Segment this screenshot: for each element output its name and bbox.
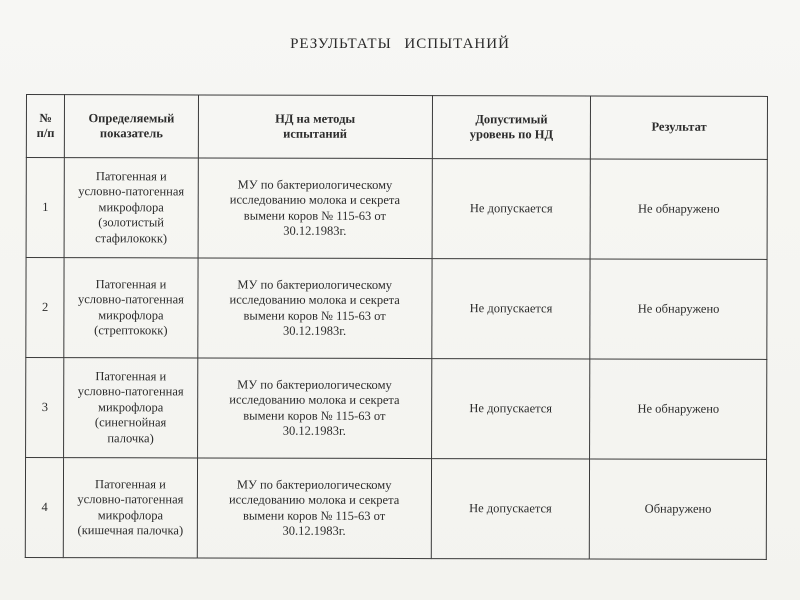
header-number: № п/п (26, 95, 65, 158)
row-method: МУ по бактериологическому исследованию молока и секрета вымени коров № 115-63 от 30.12.1983г. (197, 358, 431, 459)
row-indicator: Патогенная и условно-патогенная микрофлора (синегнойная палочка) (64, 358, 198, 458)
header-result: Результат (591, 96, 768, 159)
page-title: РЕЗУЛЬТАТЫ ИСПЫТАНИЙ (290, 36, 510, 52)
row-allowed-level: Не допускается (431, 359, 590, 459)
row-result: Не обнаружено (590, 159, 767, 259)
table-row (25, 458, 766, 560)
row-result: Обнаружено (590, 459, 767, 559)
row-method: МУ по бактериологическому исследованию молока и секрета вымени коров № 115-63 от 30.12.1983г. (198, 158, 432, 259)
table-row (26, 158, 767, 260)
row-indicator: Патогенная и условно-патогенная микрофлора (стрептококк) (64, 258, 198, 358)
table-row (26, 358, 767, 460)
row-indicator: Патогенная и условно-патогенная микрофлора (золотистый стафилококк) (64, 158, 198, 258)
row-method: МУ по бактериологическому исследованию молока и секрета вымени коров № 115-63 от 30.12.1983г. (197, 458, 431, 559)
row-result: Не обнаружено (590, 259, 767, 359)
row-number: 3 (26, 358, 65, 458)
row-allowed-level: Не допускается (432, 159, 591, 259)
results-table (25, 94, 768, 560)
row-number: 2 (26, 258, 65, 358)
table-row (26, 258, 767, 360)
table-header-row (26, 95, 767, 160)
row-method: МУ по бактериологическому исследованию молока и секрета вымени коров № 115-63 от 30.12.1983г. (197, 258, 431, 359)
row-result: Не обнаружено (590, 359, 767, 459)
header-allowed-level: Допустимый уровень по НД (432, 96, 591, 159)
row-allowed-level: Не допускается (431, 459, 590, 559)
row-indicator: Патогенная и условно-патогенная микрофлора (кишечная палочка) (64, 458, 198, 558)
header-indicator: Определяемый показатель (65, 95, 198, 158)
row-number: 4 (25, 458, 64, 558)
header-method: НД на методы испытаний (198, 95, 432, 159)
row-number: 1 (26, 158, 65, 258)
row-allowed-level: Не допускается (432, 259, 591, 359)
